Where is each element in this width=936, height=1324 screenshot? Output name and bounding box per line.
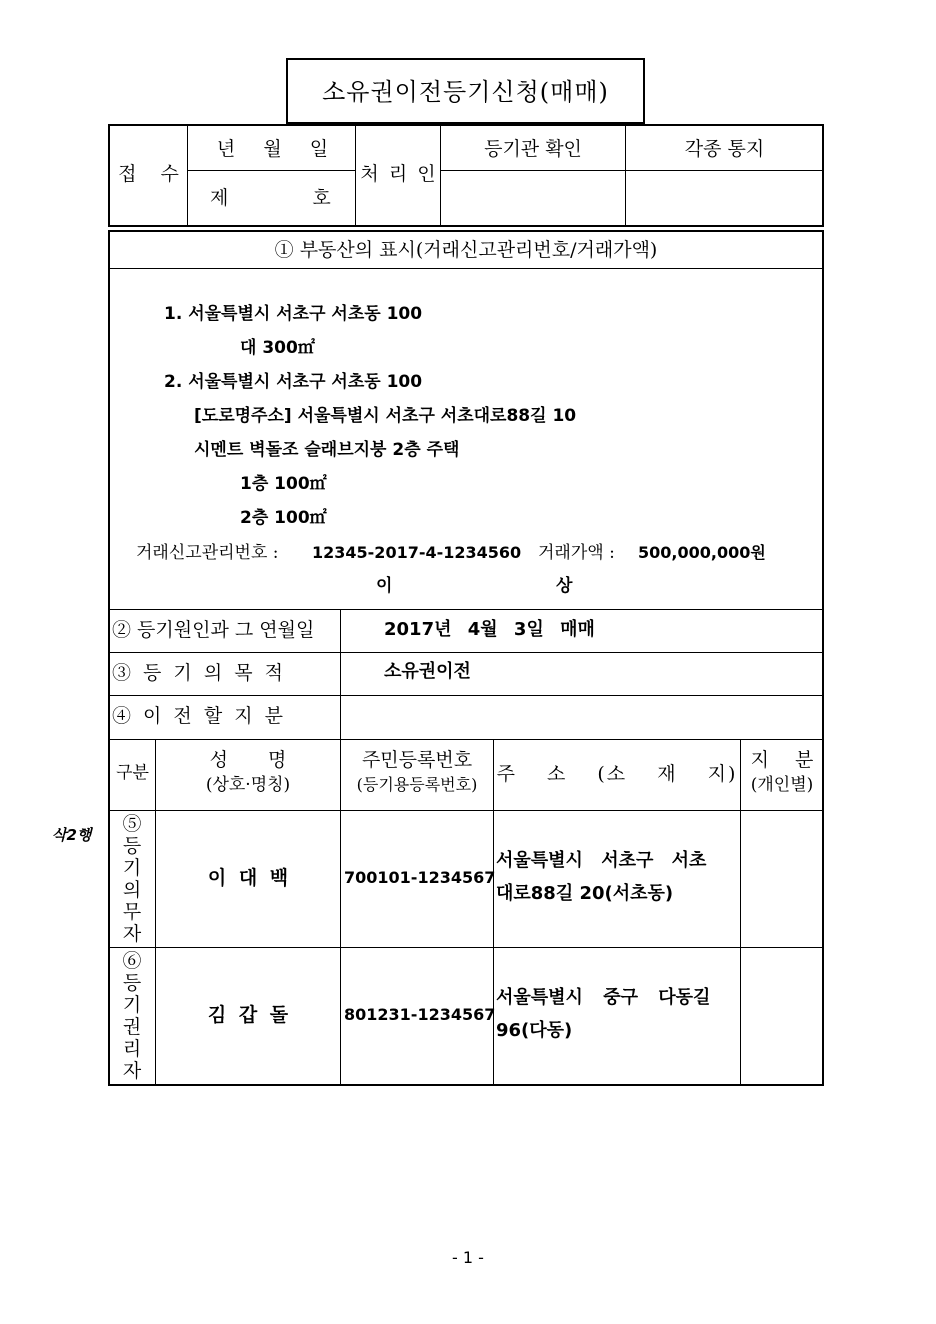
col-rrn-sub: (등기용등록번호): [356, 775, 478, 794]
page-number: - 1 -: [452, 1248, 484, 1267]
registrar-check-label: 등기관 확인: [484, 138, 582, 160]
document-title: 소유권이전등기신청(매매): [322, 78, 609, 106]
end-mark-right: 상: [556, 576, 573, 596]
number-label: 제 호: [210, 187, 331, 209]
application-table: [108, 230, 824, 1086]
property-line: 시멘트 벽돌조 슬래브지붕 2층 주택: [194, 440, 460, 460]
date-label: 년 월 일: [216, 138, 329, 160]
notices-label: 각종 통지: [684, 138, 765, 160]
report-number-value: 12345-2017-4-1234560: [312, 543, 522, 562]
party-address: 96(다동): [496, 1020, 573, 1041]
party-address: 대로88길 20(서초동): [496, 883, 674, 904]
party-role-obligor: ⑤등기의무자: [122, 813, 142, 945]
purpose-label: ③ 등 기 의 목 적: [112, 662, 283, 684]
cause-date-label: ② 등기원인과 그 연월일: [112, 619, 315, 641]
col-share: 지 분: [750, 749, 814, 771]
processor-label: 처 리 인: [360, 163, 436, 185]
property-line: 1. 서울특별시 서초구 서초동 100: [164, 304, 423, 324]
col-rrn: 주민등록번호: [361, 749, 473, 771]
property-line: 1층 100㎡: [240, 474, 327, 494]
price-value: 500,000,000원: [638, 543, 766, 562]
property-line: 2. 서울특별시 서초구 서초동 100: [164, 372, 423, 392]
col-name: 성 명: [209, 749, 287, 771]
property-section-header: ① 부동산의 표시(거래신고관리번호/거래가액): [274, 239, 658, 261]
party-name: 이 대 백: [207, 867, 289, 889]
property-line: [도로명주소] 서울특별시 서초구 서초대로88길 10: [194, 406, 577, 426]
party-name: 김 갑 돌: [207, 1004, 289, 1026]
cause-date-value: 2017년 4월 3일 매매: [384, 619, 595, 640]
col-share-sub: (개인별): [750, 775, 814, 795]
party-address: 서울특별시 중구 다동길: [496, 987, 711, 1008]
party-rrn: 801231-1234567: [344, 1005, 496, 1024]
party-rrn: 700101-1234567: [344, 868, 496, 887]
party-role-obligee: ⑥등기권리자: [122, 950, 142, 1082]
transfer-share-label: ④ 이 전 할 지 분: [112, 705, 283, 727]
property-line: 대 300㎡: [240, 338, 315, 358]
purpose-value: 소유권이전: [384, 661, 471, 682]
col-address: 주 소 (소 재 지): [496, 763, 738, 785]
report-number-label: 거래신고관리번호 :: [136, 543, 279, 563]
party-address: 서울특별시 서초구 서초: [496, 850, 707, 871]
col-category: 구분: [116, 763, 149, 783]
reception-label: 접 수: [118, 163, 179, 185]
property-line: 2층 100㎡: [240, 508, 327, 528]
col-name-sub: (상호·명칭): [205, 775, 291, 795]
end-mark-left: 이: [376, 576, 393, 596]
margin-note: 삭2행: [52, 826, 92, 844]
price-label: 거래가액 :: [538, 543, 615, 563]
